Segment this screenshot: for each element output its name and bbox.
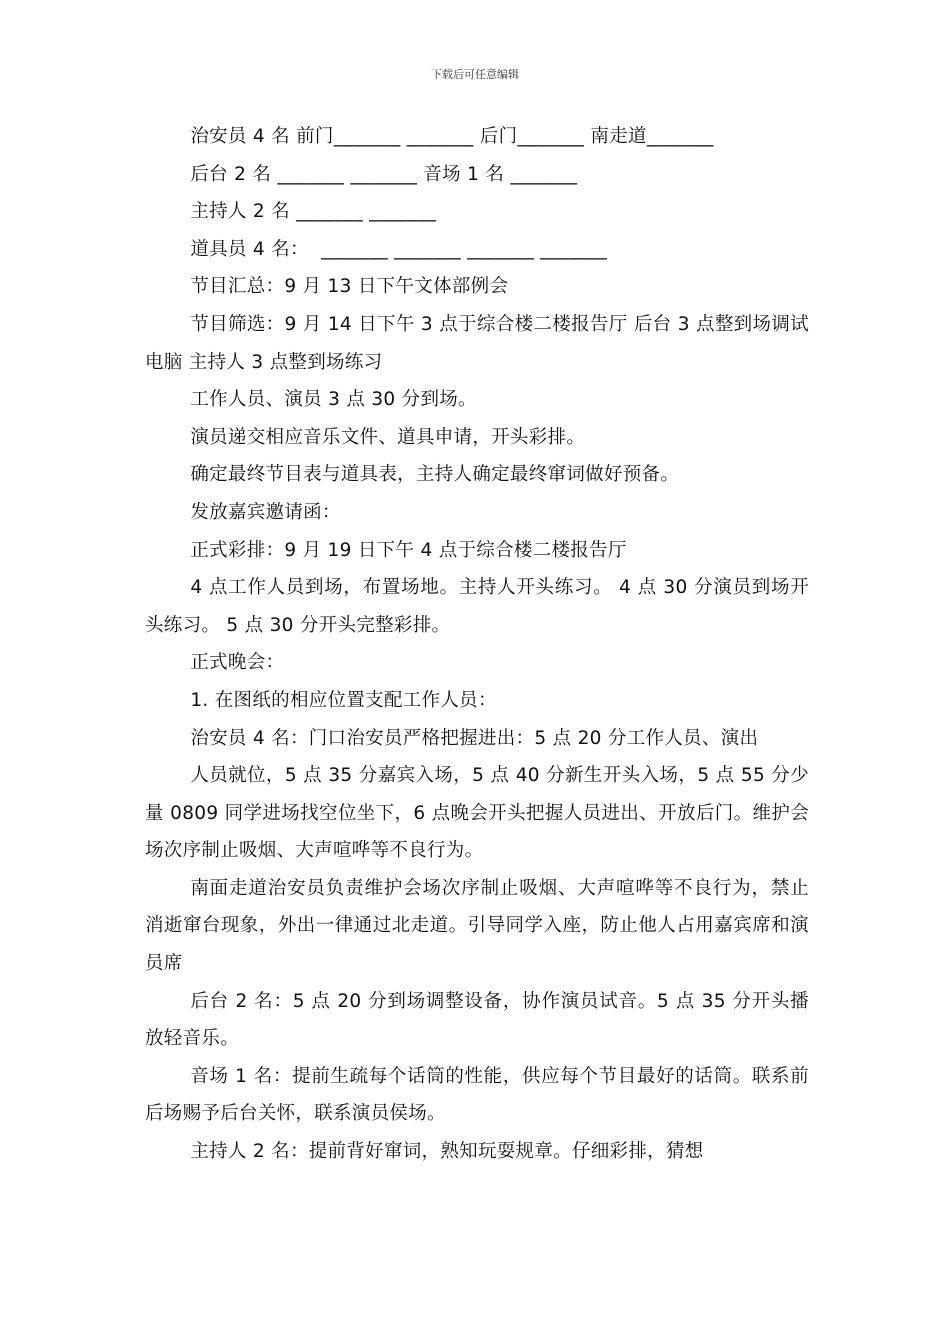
paragraph-arrival-time: 工作人员、演员 3 点 30 分到场。 [190, 389, 477, 411]
page-header: 下载后可任意编辑 [431, 68, 519, 81]
paragraph-formal-rehearsal: 正式彩排：9 月 19 日下午 4 点于综合楼二楼报告厅 [190, 539, 627, 561]
paragraph-backstage-staff-list: 后台 2 名 _______ _______ 音场 1 名 _______ [190, 163, 578, 185]
paragraph-host-duties: 主持人 2 名：提前背好窜词，熟知玩耍规章。仔细彩排，猜想 [190, 1141, 704, 1163]
paragraph-security-staff-list: 治安员 4 名 前门_______ _______ 后门_______ 南走道_______ [190, 126, 714, 147]
paragraph-backstage-duties: 后台 2 名：5 点 20 分到场调整设备，协作演员试音。5 点 35 分开头播放轻音乐。 [145, 990, 809, 1050]
paragraph-staff-arrangement: 1. 在图纸的相应位置支配工作人员： [190, 689, 497, 711]
paragraph-entry-schedule: 人员就位，5 点 35 分嘉宾入场，5 点 40 分新生开头入场，5 点 55 分少量 0809 同学进场找空位坐下，6 点晚会开头把握人员进出、开放后门。维护会场次序制止吸烟、大声喧哗等不良行为。 [145, 765, 809, 862]
paragraph-audio-duties: 音场 1 名：提前生疏每个话筒的性能，供应每个节目最好的话筒。联系前后场赐予后台关怀，联系演员侯场。 [145, 1065, 809, 1125]
paragraph-final-program: 确定最终节目表与道具表，主持人确定最终窜词做好预备。 [190, 464, 680, 486]
paragraph-props-staff-list: 道具员 4 名： _______ _______ _______ _______ [190, 238, 608, 260]
paragraph-security-duties: 治安员 4 名：门口治安员严格把握进出：5 点 20 分工作人员、演出 [190, 727, 759, 749]
paragraph-host-list: 主持人 2 名 _______ _______ [190, 201, 437, 223]
paragraph-invitations: 发放嘉宾邀请函： [190, 501, 341, 523]
paragraph-aisle-security: 南面走道治安员负责维护会场次序制止吸烟、大声喧哗等不良行为，禁止消逝窜台现象，外出一律通过北走道。引导同学入座，防止他人占用嘉宾席和演员席 [145, 877, 809, 975]
paragraph-program-selection: 节目筛选：9 月 14 日下午 3 点于综合楼二楼报告厅 后台 3 点整到场调试电脑 主持人 3 点整到场练习 [145, 313, 809, 373]
document-body [145, 118, 809, 1171]
paragraph-rehearsal-schedule: 4 点工作人员到场，布置场地。主持人开头练习。 4 点 30 分演员到场开头练习。 5 点 30 分开头完整彩排。 [145, 577, 809, 636]
paragraph-performer-submission: 演员递交相应音乐文件、道具申请，开头彩排。 [190, 426, 586, 448]
paragraph-program-summary: 节目汇总：9 月 13 日下午文体部例会 [190, 276, 509, 298]
paragraph-formal-gala: 正式晚会： [190, 652, 285, 674]
